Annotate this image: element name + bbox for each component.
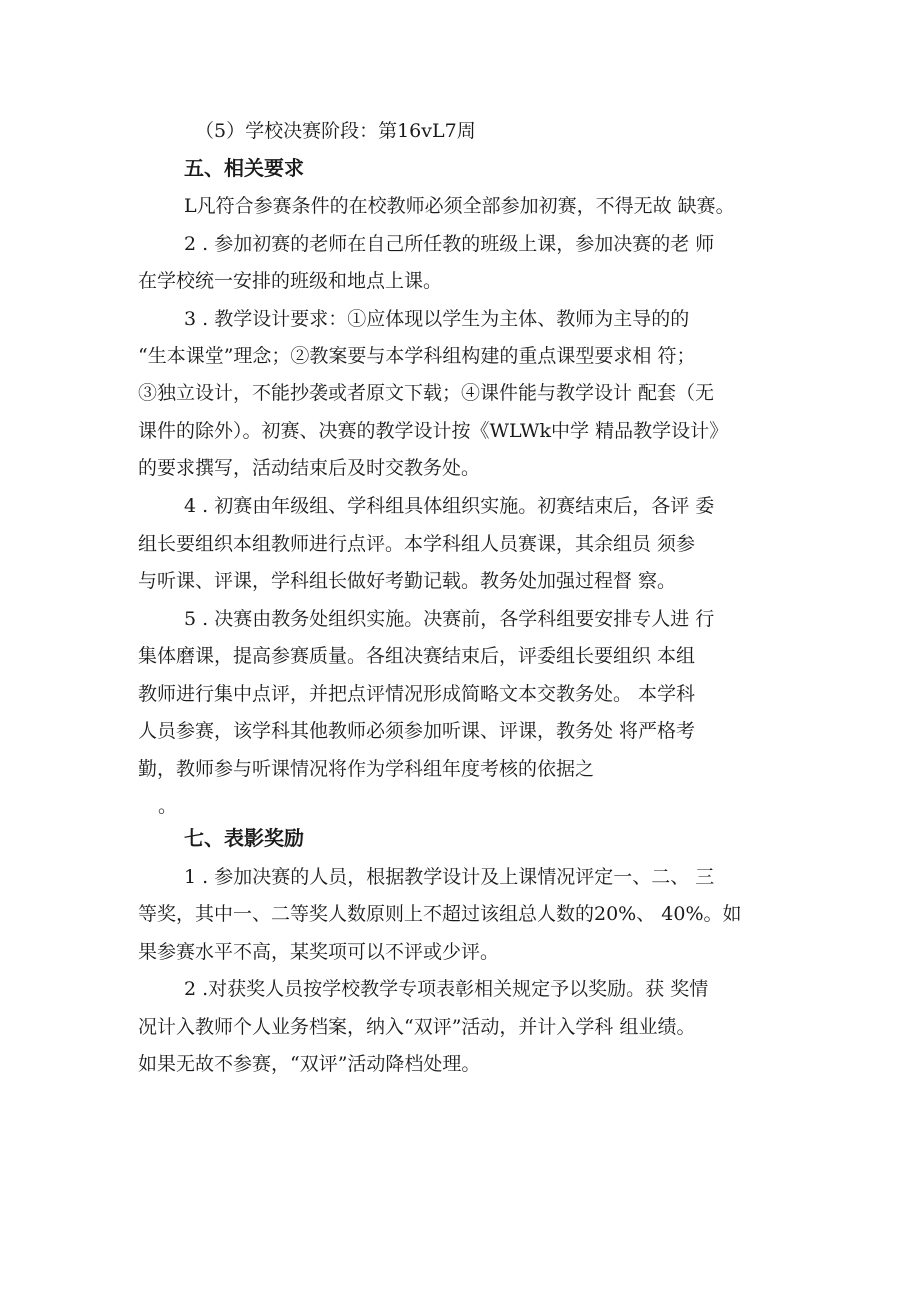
requirement-5: 5 . 决赛由教务处组织实施。决赛前，各学科组要安排专人进 行: [184, 608, 715, 630]
requirement-2: 2 . 参加初赛的老师在自己所任教的班级上课，参加决赛的老 师: [184, 233, 715, 255]
requirement-5-cont-2: 教师进行集中点评，并把点评情况形成简略文本交教务处。 本学科: [138, 683, 696, 705]
schedule-final-stage: （5）学校决赛阶段：第16vL7周: [195, 120, 476, 142]
requirement-3-cont-1: “生本课堂”理念；②教案要与本学科组构建的重点课型要求相 符；: [138, 345, 696, 367]
section-heading-awards: 七、表影奖励: [184, 826, 304, 850]
requirement-1: L凡符合参赛条件的在校教师必须全部参加初赛，不得无故 缺赛。: [184, 195, 735, 217]
requirement-5-cont-1: 集体磨课，提高参赛质量。各组决赛结束后，评委组长要组织 本组: [138, 645, 696, 667]
requirement-5-end: 。: [158, 795, 178, 817]
section-heading-requirements: 五、相关要求: [184, 156, 304, 180]
award-2-cont-2: 如果无故不参赛，“双评”活动降档处理。: [138, 1053, 481, 1075]
requirement-4-cont-2: 与听课、评课，学科组长做好考勤记载。教务处加强过程督 察。: [138, 570, 677, 592]
award-1: 1 . 参加决赛的人员，根据教学设计及上课情况评定一、二、 三: [184, 866, 715, 888]
requirement-3-cont-4: 的要求撰写，活动结束后及时交教务处。: [138, 457, 481, 479]
requirement-5-cont-3: 人员参赛，该学科其他教师必须参加听课、评课，教务处 将严格考: [138, 720, 696, 742]
requirement-4: 4 . 初赛由年级组、学科组具体组织实施。初赛结束后，各评 委: [184, 495, 715, 517]
award-1-cont-1: 等奖，其中一、二等奖人数原则上不超过该组总人数的20%、 40%。如: [138, 903, 742, 925]
award-2-cont-1: 况计入教师个人业务档案，纳入“双评”活动，并计入学科 组业绩。: [138, 1016, 696, 1038]
award-2: 2 .对获奖人员按学校教学专项表彰相关规定予以奖励。获 奖情: [184, 978, 709, 1000]
requirement-4-cont-1: 组长要组织本组教师进行点评。本学科组人员赛课，其余组员 须参: [138, 533, 696, 555]
requirement-5-cont-4: 勤，教师参与听课情况将作为学科组年度考核的依据之: [138, 758, 595, 780]
requirement-3: 3 . 教学设计要求：①应体现以学生为主体、教师为主导的的: [184, 308, 690, 330]
requirement-3-cont-2: ③独立设计，不能抄袭或者原文下载；④课件能与教学设计 配套（无: [138, 382, 715, 404]
requirement-2-cont: 在学校统一安排的班级和地点上课。: [138, 270, 443, 292]
award-1-cont-2: 果参赛水平不高，某奖项可以不评或少评。: [138, 941, 500, 963]
requirement-3-cont-3: 课件的除外）。初赛、决赛的教学设计按《WLWk中学 精品教学设计》: [138, 420, 729, 442]
